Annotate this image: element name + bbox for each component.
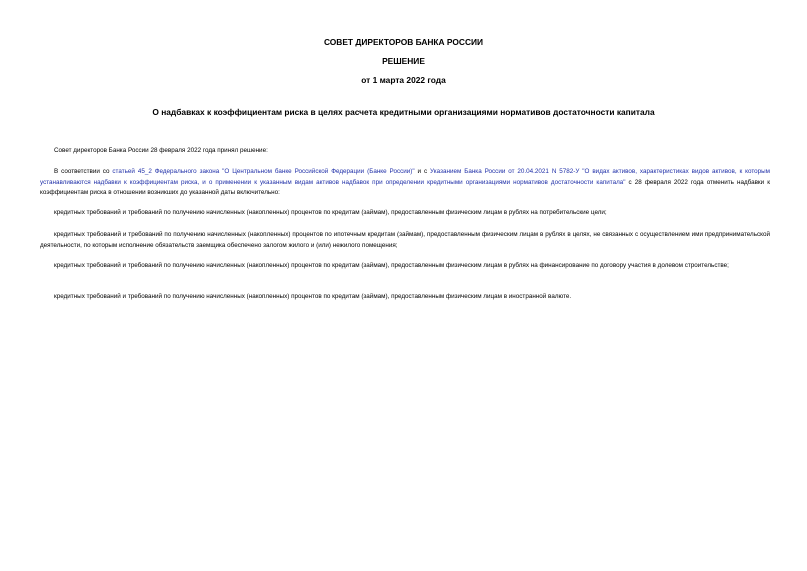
intro-paragraph: Совет директоров Банка России 28 февраля 2022 года принял решение: [54,147,268,154]
main-paragraph [40,167,770,199]
document-heading: О надбавках к коэффициентам риска в целях расчета кредитными организациями нормативов достаточности капитала [152,107,655,117]
document-date: от 1 марта 2022 года [361,75,446,85]
document-type: РЕШЕНИЕ [382,56,425,66]
organization-title: СОВЕТ ДИРЕКТОРОВ БАНКА РОССИИ [323,37,484,47]
list-item-mortgage-loans: кредитных требований и требований по получению начисленных (накопленных) процентов по ипотечным кредитам (займам), предоставленным физическим лицам в рублях в целях, не связанных с осуществлением ими предпринимательской деятельности, по которым исполнение обязательств заемщика обеспечено залогом жилого и (или) нежилого помещения; [40,231,770,249]
bank-directive-link[interactable]: Указанием Банка России от 20.04.2021 N 5782-У "О видах активов, характеристиках видов активов, к которым устанавливаются надбавки к коэффициентам риска, и о применении к указанным видам активов надбавок при определении кредитными организациями нормативов достаточности капитала" [40,168,770,186]
list-item-consumer-loans: кредитных требований и требований по получению начисленных (накопленных) процентов по кредитам (займам), предоставленным физическим лицам в рублях на потребительские цели; [54,209,607,216]
list-item-foreign-currency: кредитных требований и требований по получению начисленных (накопленных) процентов по кредитам (займам), предоставленным физическим лицам в иностранной валюте. [54,293,572,300]
federal-law-link[interactable]: статьей 45_2 Федерального закона "О Центральном банке Российской Федерации (Банке России)" [112,168,415,175]
main-text-after: с 28 февраля 2022 года отменить надбавки к коэффициентам риска в отношении возникших до указанной даты включительно: [40,178,770,197]
main-text-before: В соответствии со [54,168,113,175]
list-item-shared-construction: кредитных требований и требований по получению начисленных (накопленных) процентов по кредитам (займам), предоставленным физическим лицам в рублях на финансирование по договору участия в долевом строительстве; [54,262,729,269]
main-text-middle: и с [414,168,431,175]
